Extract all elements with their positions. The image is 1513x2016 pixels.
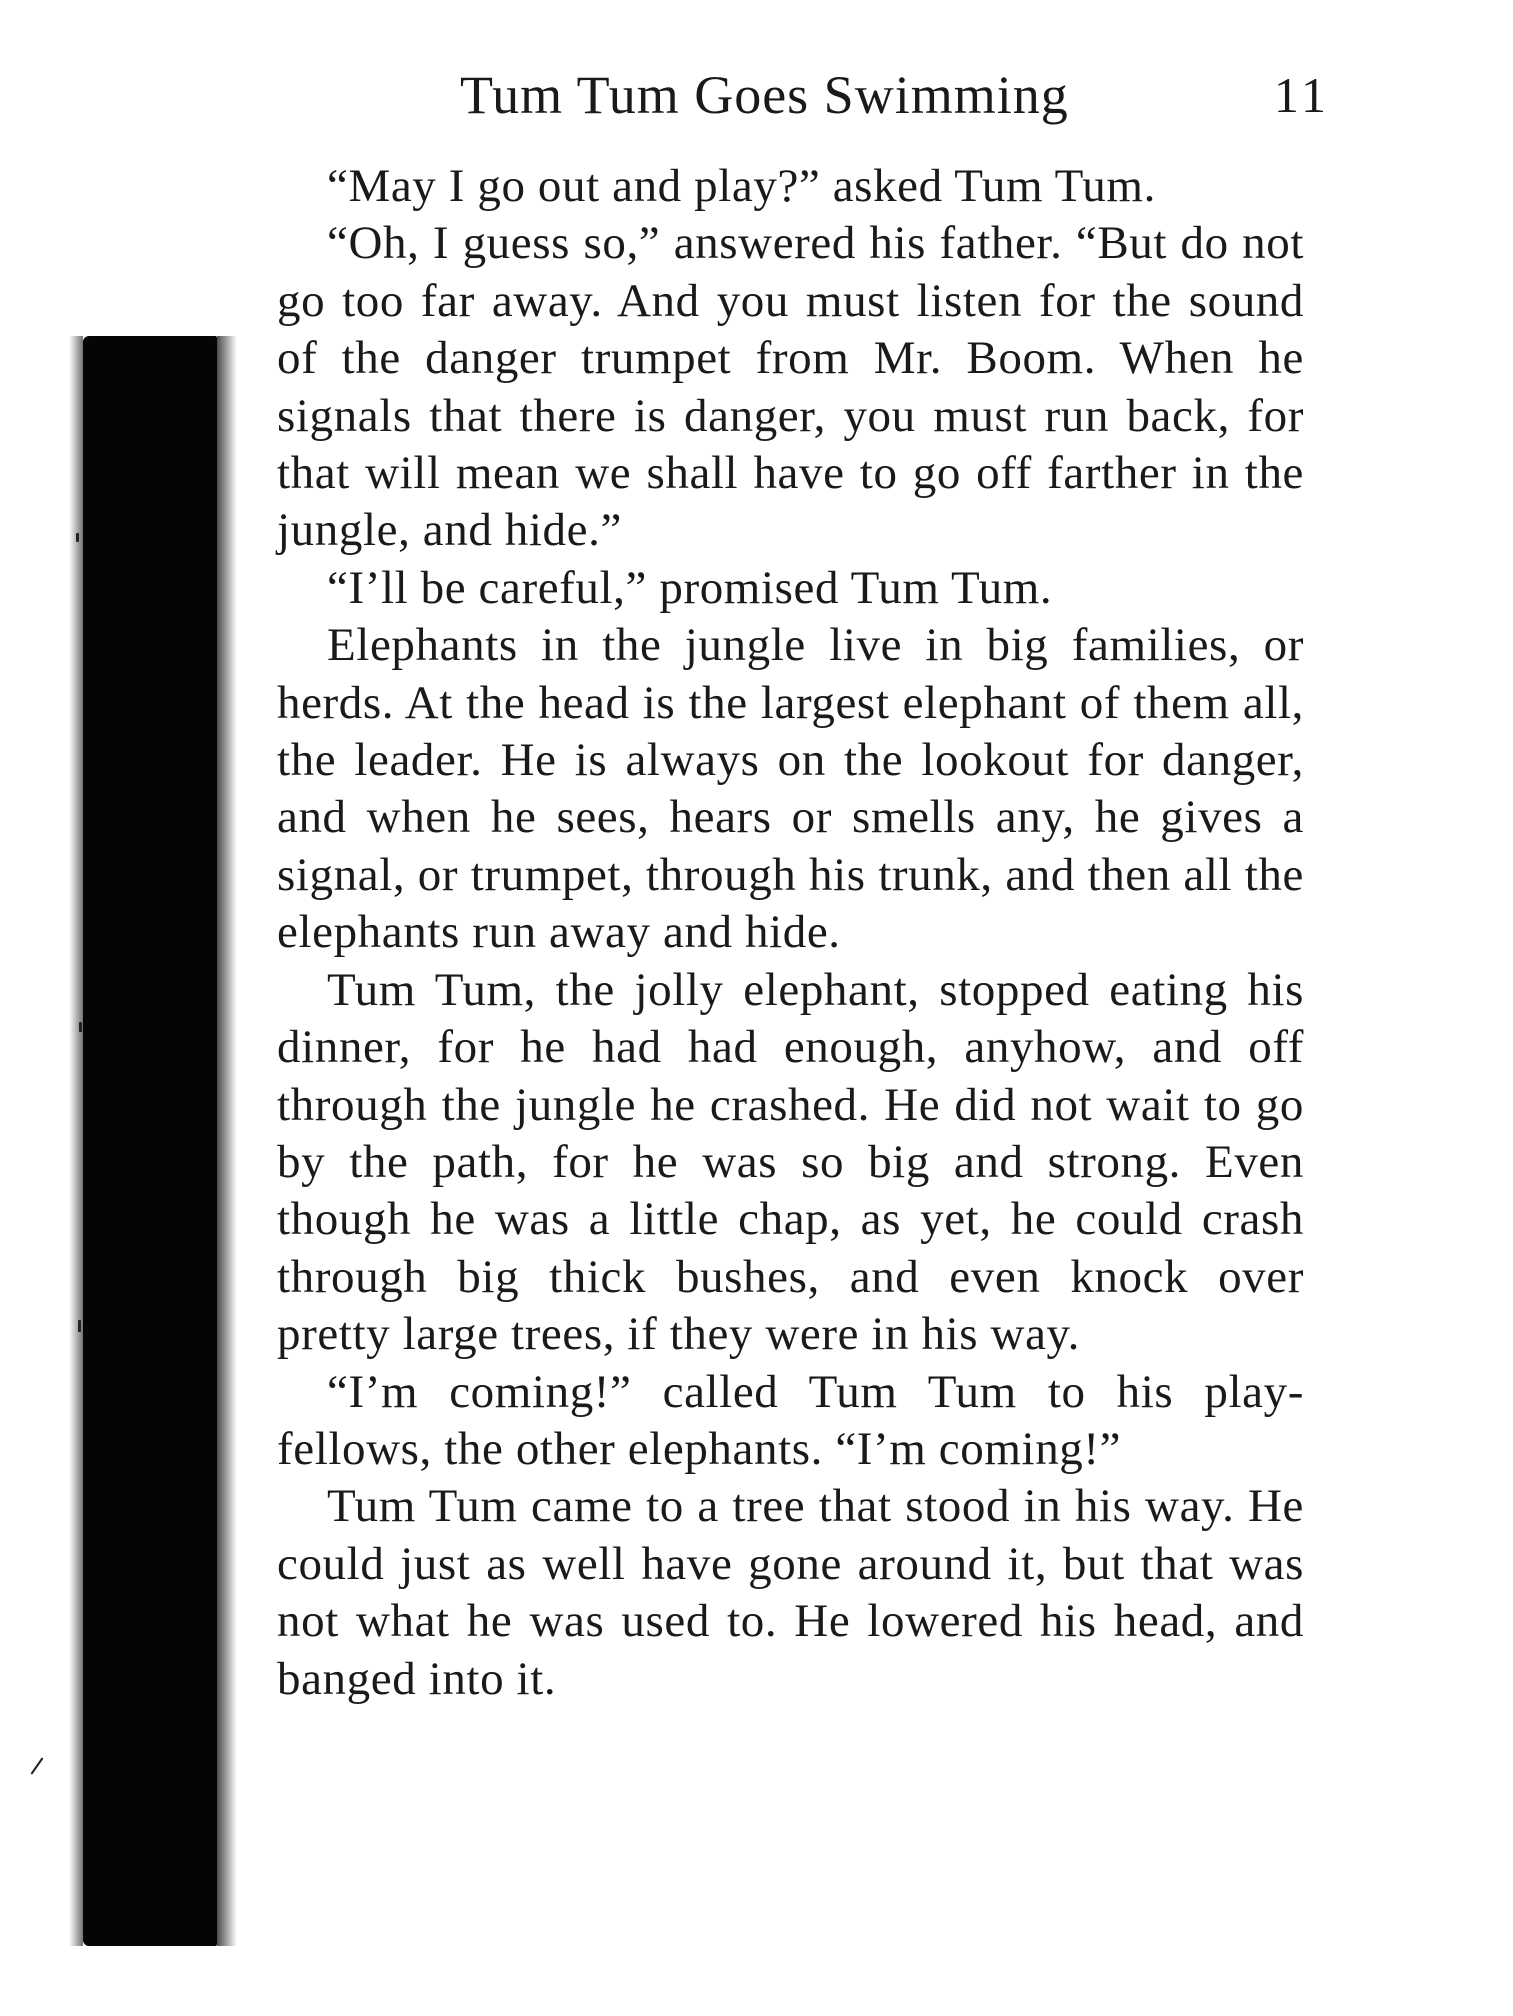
running-head-title: Tum Tum Goes Swimming xyxy=(460,65,1069,125)
scan-speck xyxy=(30,1757,43,1775)
paragraph: “I’ll be careful,” promised Tum Tum. xyxy=(327,561,1053,614)
scan-gutter-shadow xyxy=(83,336,217,1946)
paragraph: Tum Tum, the jolly elephant, stopped eating his dinner, for he had had enough, anyhow, and off through the jungle he crashed. He did not wait to go by the path, for he was so big and strong. Even though he was a little chap, as yet, he could crash through big thick bushes, and even knock over pretty large trees, if they were in his way. xyxy=(277,963,1304,1361)
paragraph: “May I go out and play?” asked Tum Tum. xyxy=(327,160,1156,212)
scan-speck xyxy=(78,1320,81,1332)
scan-speck xyxy=(76,533,79,542)
paragraph: Elephants in the jungle live in big families, or herds. At the head is the largest elephant of them all, the leader. He is always on the lookout for danger, and when he sees, hears or smells any, he gives a signal, or trumpet, through his trunk, and then all the elephants run away and hide. xyxy=(277,619,1304,959)
paragraph: Tum Tum came to a tree that stood in his way. He could just as well have gone around it, but that was not what he was used to. He lowered his head, and banged into it. xyxy=(277,1480,1304,1705)
body-text xyxy=(277,158,1304,1708)
paragraph: “I’m coming!” called Tum Tum to his play-fellows, the other elephants. “I’m coming!” xyxy=(277,1365,1304,1475)
running-head xyxy=(460,60,1330,130)
paragraph: “Oh, I guess so,” answered his father. “But do not go too far away. And you must listen for the sound of the danger trumpet from Mr. Boom. When he signals that there is danger, you must run back, for that will mean we shall have to go off farther in the jungle, and hide.” xyxy=(277,217,1304,557)
page-number: 11 xyxy=(1273,67,1330,123)
scan-speck xyxy=(79,1022,82,1032)
